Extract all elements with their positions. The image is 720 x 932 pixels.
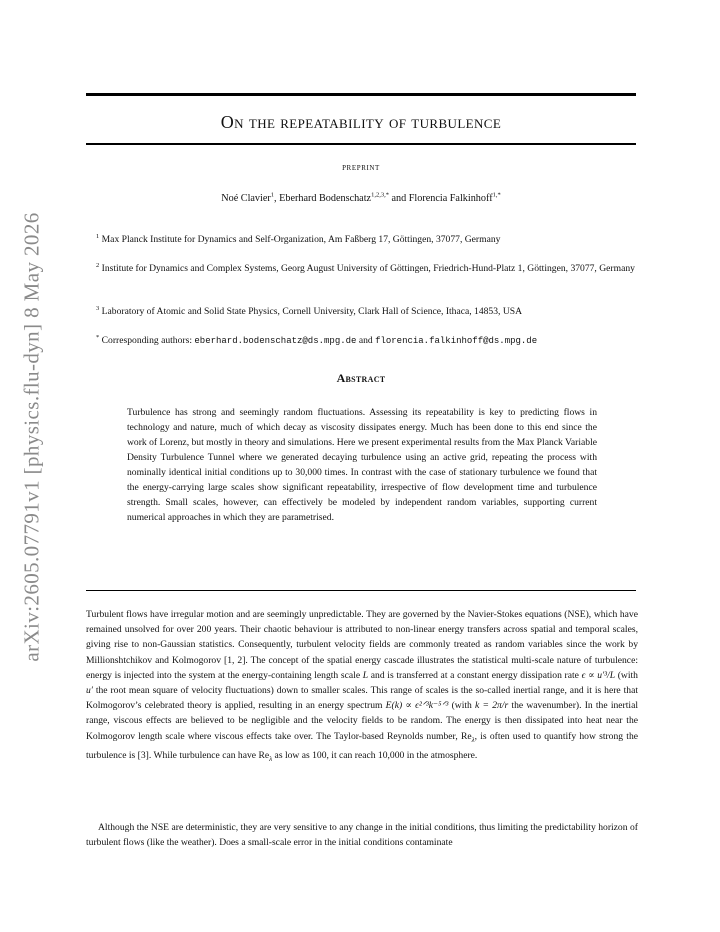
title-bottom-rule [86, 143, 636, 145]
author-name: Noé Clavier [221, 193, 271, 204]
math-inline: k = 2π/r [475, 700, 509, 712]
affiliation-text: Institute for Dynamics and Complex Systems, Georg August University of Göttingen, Friedrich-Hund-Platz 1, Göttingen, 37077, Germany [101, 263, 635, 274]
paragraph-text: Turbulent flows have irregular motion and are seemingly unpredictable. They are governed by the Navier-Stokes equations (NSE), which have remained unsolved for over 200 years. Their chaotic behaviour is attributed to non-linear energy transfers across spatial and temporal scales, giving rise to non-Gaussian statistics. Consequently, turbulent velocity fields are commonly treated as random variables since the work by Millionshtchikov and Kolmogorov [1, 2]. The concept of the spatial energy cascade illustrates the statistical multi-scale nature of turbulence: energy is injected into the system at the energy-containing length scale [86, 609, 638, 681]
abstract-body: Turbulence has strong and seemingly random fluctuations. Assessing its repeatability is key to predicting flows in technology and nature, much of which decay as viscosity dissipates energy. Much has been done to this end since the work of Lorenz, but mostly in theory and simulations. Here we present experimental results from the Max Planck Variable Density Turbulence Tunnel where we generated decaying turbulence using an active grid, repeating the process with nominally identical initial conditions up to 30,000 times. In contrast with the case of stationary turbulence we found that the energy-carrying large scales show significant repeatability, irrespective of flow development time and turbulence strength. Small scales, however, can effectively be modeled by independent random variables, supporting current numerical approaches in which they are parametrised. [127, 407, 597, 523]
author-separator: and [388, 193, 409, 204]
abstract-heading: Abstract [336, 371, 386, 385]
author-name: Florencia Falkinhoff [408, 193, 493, 204]
affiliation-1 [86, 233, 638, 247]
corresponding-label: Corresponding authors: [101, 335, 195, 346]
author-separator: , [274, 193, 280, 204]
math-inline: u′ [86, 685, 93, 697]
math-inline: ϵ ∝ u′³/L [581, 669, 616, 681]
preprint-text: preprint [342, 162, 380, 173]
preprint-label [86, 162, 636, 173]
affiliation-2 [86, 262, 638, 276]
math-inline: E(k) ∝ ϵ²ᐟ³k⁻⁵ᐟ³ [385, 700, 449, 712]
body-paragraph-2: Although the NSE are deterministic, they are very sensitive to any change in the initial conditions, thus limiting the predictability horizon of turbulent flows (like the weather). Does a small-scale error in the initial conditions contaminate [86, 822, 638, 849]
corresponding-authors [86, 334, 638, 348]
author-affiliation-mark: 1,* [492, 191, 501, 199]
math-subscript: λ [471, 735, 475, 744]
arxiv-identifier: arXiv:2605.07791v1 [physics.flu-dyn] 8 May 2026 [19, 212, 44, 662]
paragraph-text: the root mean square of velocity fluctuations) down to smaller scales. This range of scales is the so-called inertial range, and it is here that Kolmogorov’s celebrated theory is applied, resulting in an energy spectrum [86, 685, 638, 712]
arxiv-side-stamp [14, 212, 50, 662]
section-divider [86, 590, 636, 591]
affiliation-mark: 1 [96, 232, 100, 240]
affiliation-3 [86, 305, 638, 319]
math-inline: L [362, 669, 369, 681]
corresponding-mark: * [96, 333, 100, 341]
author-list [86, 193, 636, 204]
affiliation-text: Laboratory of Atomic and Solid State Physics, Cornell University, Clark Hall of Science, Ithaca, 14853, USA [101, 306, 523, 317]
paragraph-text: , is often used to quantify how strong the turbulence is [3]. While turbulence can have Re [86, 730, 638, 761]
math-subscript: λ [269, 754, 273, 763]
author-name: Eberhard Bodenschatz [279, 193, 372, 204]
affiliation-text: Max Planck Institute for Dynamics and Self-Organization, Am Faßberg 17, Göttingen, 37077, Germany [101, 234, 501, 245]
author-affiliation-mark: 1 [270, 191, 275, 199]
title-top-rule [86, 93, 636, 96]
email-link-bodenschatz[interactable]: eberhard.bodenschatz@ds.mpg.de [194, 336, 357, 346]
email-link-falkinhoff[interactable]: florencia.falkinhoff@ds.mpg.de [375, 336, 538, 346]
affiliation-mark: 2 [96, 261, 100, 269]
affiliation-mark: 3 [96, 304, 100, 312]
paragraph-text: and is transferred at a constant energy dissipation rate [368, 669, 582, 681]
paragraph-text: (with [448, 700, 476, 712]
paragraph-text: (with [615, 669, 638, 681]
author-affiliation-mark: 1,2,3,* [371, 191, 389, 199]
paragraph-text: the wavenumber). In the inertial range, viscous effects are believed to be negligible and the velocity fields to be random. The energy is then dissipated into heat near the Kolmogorov length scale where viscous effects take over. The Taylor-based Reynolds number, Re [86, 700, 638, 742]
body-paragraph-1 [86, 607, 638, 767]
paper-title: On the repeatability of turbulence [220, 112, 502, 132]
corresponding-join: and [356, 335, 376, 346]
paragraph-text: as low as 100, it can reach 10,000 in the atmosphere. [272, 749, 478, 761]
